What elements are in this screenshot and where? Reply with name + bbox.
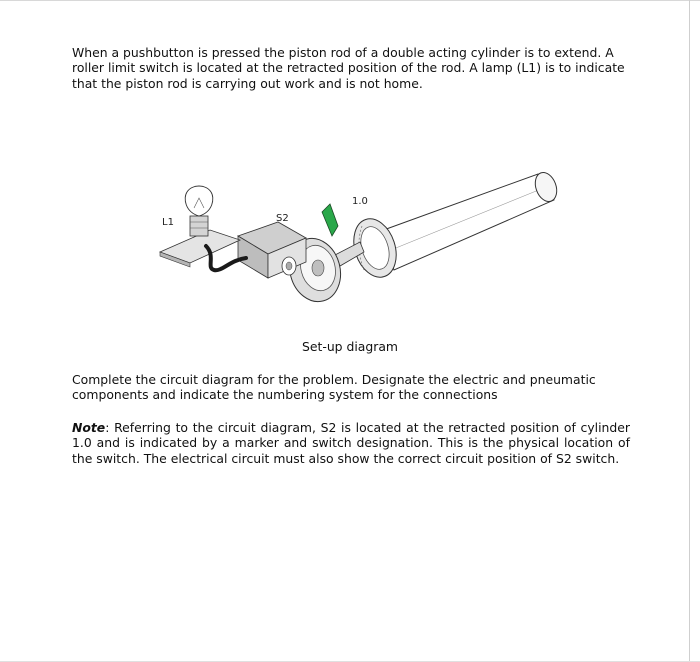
lamp-bulb bbox=[185, 186, 213, 236]
right-border bbox=[689, 0, 690, 662]
switch-label: S2 bbox=[276, 213, 289, 224]
lamp-label: L1 bbox=[162, 217, 174, 228]
limit-switch-block bbox=[238, 222, 306, 278]
note-label: Note bbox=[72, 420, 106, 435]
setup-diagram bbox=[150, 160, 570, 320]
switch-marker-shape bbox=[322, 204, 338, 236]
diagram-caption: Set-up diagram bbox=[302, 339, 398, 354]
note-paragraph bbox=[72, 420, 630, 466]
switch-marker-icon bbox=[322, 204, 338, 236]
instructions: Complete the circuit diagram for the problem. Designate the electric and pneumatic components and indicate the numbering system for the connections bbox=[72, 372, 596, 403]
top-border bbox=[0, 0, 700, 1]
setup-diagram-drawing bbox=[150, 160, 570, 320]
cylinder-label: 1.0 bbox=[352, 196, 368, 207]
problem-statement: When a pushbutton is pressed the piston rod of a double acting cylinder is to extend. A roller limit switch is located at the retracted position of the rod. A lamp (L1) is to indicate that the piston rod is carrying out work and is not home. bbox=[72, 45, 625, 91]
cylinder-body bbox=[378, 169, 561, 270]
note-text: : Referring to the circuit diagram, S2 is located at the retracted position of cylinder 1.0 and is indicated by a marker and switch designation. This is the physical location of the switch. The electrical circuit must also show the correct circuit position of S2 switch. bbox=[72, 420, 630, 466]
